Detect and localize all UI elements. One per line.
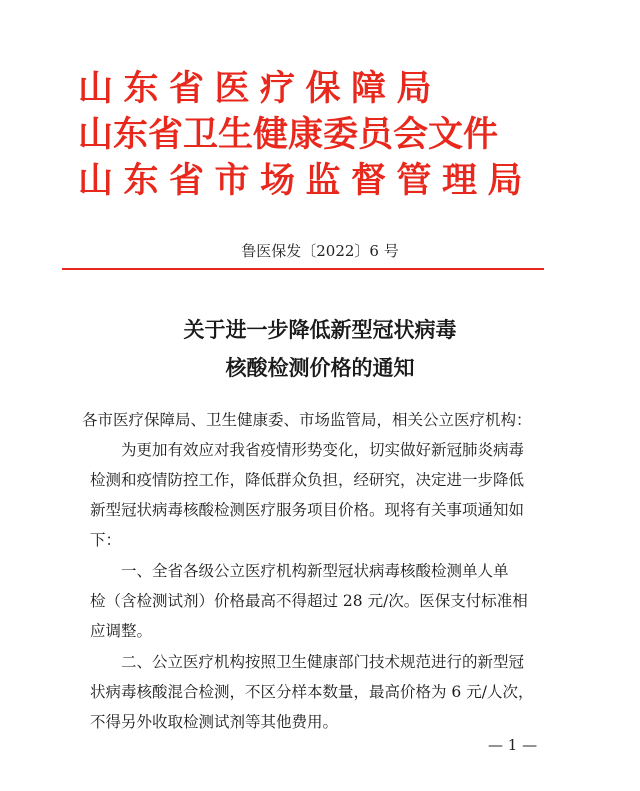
agency-name-medical-security: 山东省医疗保障局	[78, 68, 443, 109]
body-line: 二、公立医疗机构按照卫生健康部门技术规范进行的新型冠	[90, 653, 525, 671]
body-line: 为更加有效应对我省疫情形势变化，切实做好新冠肺炎病毒	[90, 441, 525, 459]
body-line: 一、全省各级公立医疗机构新型冠状病毒核酸检测单人单	[90, 562, 509, 580]
body-line-addressee: 各市医疗保障局、卫生健康委、市场监管局，相关公立医疗机构：	[82, 411, 532, 429]
document-number: 鲁医保发〔2022〕6 号	[241, 242, 399, 260]
agency-name-health-commission: 山东省卫生健康委员会文件	[78, 114, 499, 155]
body-line: 下：	[90, 531, 122, 549]
body-line: 应调整。	[90, 622, 153, 640]
red-divider-line	[62, 268, 544, 270]
body-line: 状病毒核酸混合检测，不区分样本数量，最高价格为 6 元/人次，	[90, 683, 534, 701]
page-number: — 1 —	[488, 736, 538, 754]
document-title-line-2: 核酸检测价格的通知	[225, 355, 415, 380]
agency-name-market-supervision: 山东省市场监督管理局	[78, 160, 534, 201]
document-title-line-1: 关于进一步降低新型冠状病毒	[183, 317, 457, 342]
body-line: 检测和疫情防控工作，降低群众负担，经研究，决定进一步降低	[90, 471, 525, 489]
body-line: 不得另外收取检测试剂等其他费用。	[90, 713, 339, 731]
body-line: 检（含检测试剂）价格最高不得超过 28 元/次。医保支付标准相	[90, 592, 528, 610]
body-line: 新型冠状病毒核酸检测医疗服务项目价格。现将有关事项通知如	[90, 501, 525, 519]
issuing-agencies-header	[78, 66, 533, 204]
